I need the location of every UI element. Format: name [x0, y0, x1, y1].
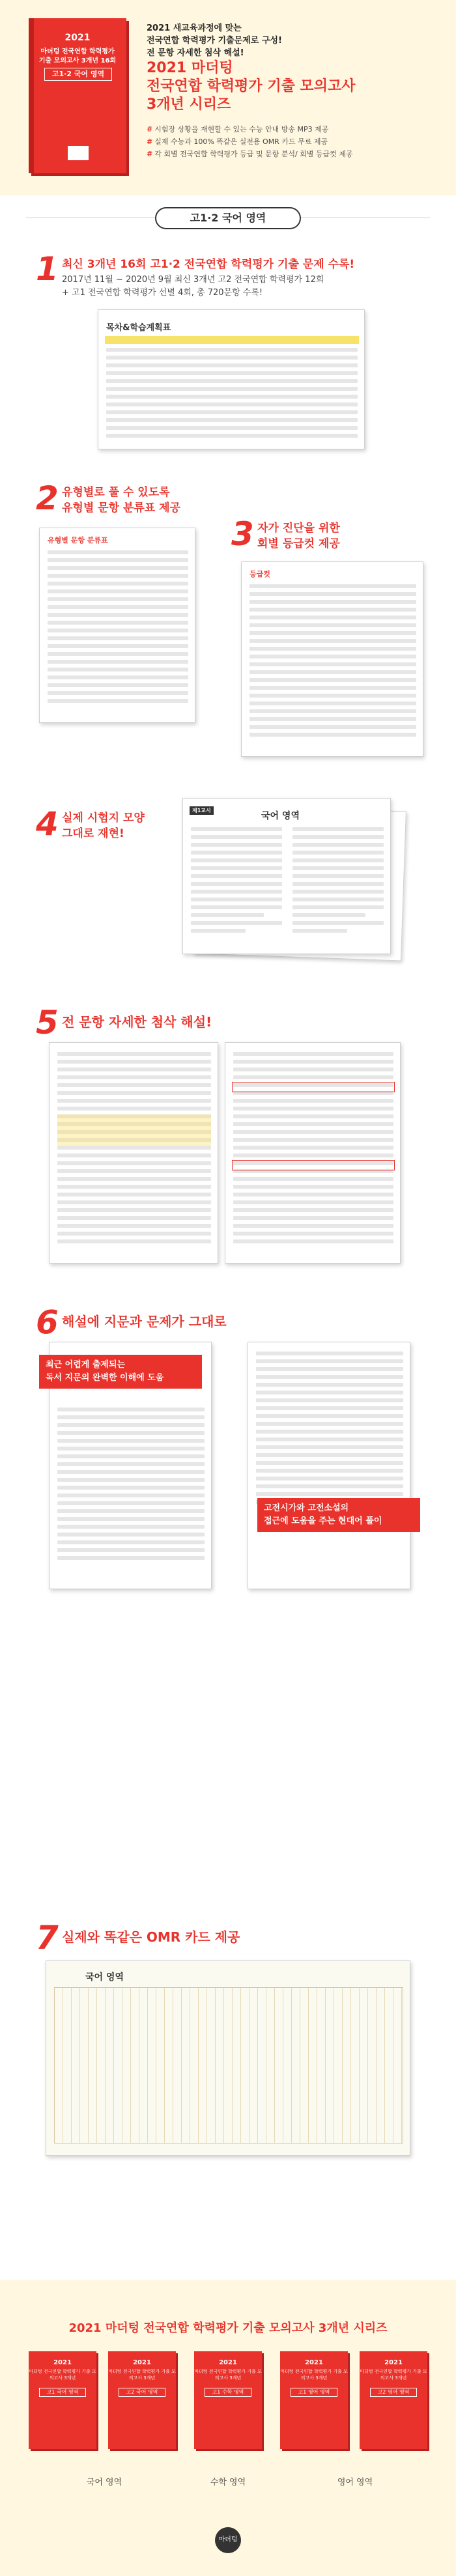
- section-desc: + 고1 전국연합 학력평가 선별 4회, 총 720문항 수록!: [62, 288, 263, 298]
- type-classification-sample: [39, 528, 195, 723]
- section-number: 4: [36, 805, 59, 843]
- hero-title: 3개년 시리즈: [147, 96, 231, 113]
- section-desc: 2017년 11월 ~ 2020년 9월 최신 3개년 고2 전국연합 학력평가 12회: [62, 275, 324, 285]
- series-book: 2021 마더텅 전국연합 학력평가 기출 모의고사 3개년 고2 국어 영역: [108, 2351, 176, 2449]
- answer-highlight: [232, 1082, 395, 1092]
- passage-lines: [191, 827, 282, 937]
- callout-line: 고전시가와 고전소설의: [264, 1503, 349, 1513]
- grade-cut-sample: [241, 561, 423, 757]
- section-number: 1: [36, 250, 59, 288]
- section-title: 유형별로 풀 수 있도록: [62, 486, 170, 499]
- omr-grid: [54, 1987, 403, 2144]
- series-book: 2021 마더텅 전국연합 학력평가 기출 모의고사 3개년 고1 수학 영역: [194, 2351, 262, 2449]
- series-book: 2021 마더텅 전국연합 학력평가 기출 모의고사 3개년 고1 영어 영역: [280, 2351, 348, 2449]
- bullet-icon: #: [147, 125, 153, 134]
- section-number: 5: [36, 1004, 59, 1041]
- book-title-line2: 기출 모의고사 3개년 16회: [38, 57, 117, 64]
- hero-bullet: # 각 회별 전국연합 학력평가 등급 및 문항 분석/ 회별 등급컷 제공: [147, 150, 353, 158]
- doc-header: 유형별 문항 분류표: [48, 536, 108, 545]
- section-title: 그대로 재현!: [62, 827, 124, 840]
- section-title: 실제 시험지 모양: [62, 812, 145, 825]
- callout-line: 독서 지문의 완벽한 이해에 도움: [46, 1373, 164, 1383]
- explanation-page-right: [225, 1042, 401, 1264]
- section-title: 자가 진단을 위한: [257, 522, 340, 535]
- doc-header: 목차&학습계획표: [106, 323, 171, 333]
- exam-badge: 제1교시: [190, 806, 214, 815]
- book-cover: [29, 18, 126, 173]
- section-title: 회별 등급컷 제공: [257, 537, 340, 550]
- series-book: 2021 마더텅 전국연합 학력평가 기출 모의고사 3개년 고1 국어 영역: [29, 2351, 96, 2449]
- highlight-box: [57, 1114, 211, 1146]
- book-label-box: [68, 146, 89, 160]
- callout-classics: [257, 1498, 420, 1532]
- hero-text: [147, 22, 440, 160]
- hero-title: 전국연합 학력평가 기출 모의고사: [147, 78, 356, 94]
- book-title-line1: 마더텅 전국연합 학력평가: [40, 48, 115, 55]
- brand-logo: 마더텅: [215, 2527, 241, 2553]
- hero-bullet: # 실제 수능과 100% 똑같은 실전용 OMR 카드 무료 제공: [147, 137, 328, 146]
- category-header: [0, 195, 456, 241]
- book-year: 2021: [64, 33, 91, 43]
- classic-literature-sample: [248, 1342, 410, 1589]
- section-number: 7: [36, 1919, 59, 1957]
- hero-line: 전국연합 학력평가 기출문제로 구성!: [147, 36, 282, 46]
- bullet-icon: #: [147, 137, 153, 146]
- section-number: 3: [231, 515, 254, 553]
- series-section: [0, 2280, 456, 2576]
- series-caption: 국어 영역: [86, 2478, 122, 2487]
- book-subject: 고1·2 국어 영역: [44, 68, 112, 81]
- category-chip: 고1·2 국어 영역: [155, 207, 301, 229]
- passage-lines: [57, 1408, 205, 1564]
- callout-line: 접근에 도움을 주는 현대어 풀이: [264, 1516, 382, 1526]
- callout-line: 최근 어렵게 출제되는: [46, 1360, 126, 1370]
- explanation-lines: [57, 1052, 211, 1247]
- answer-highlight: [232, 1160, 395, 1170]
- series-book: 2021 마더텅 전국연합 학력평가 기출 모의고사 3개년 고2 영어 영역: [360, 2351, 427, 2449]
- hero-bullets: [147, 123, 440, 160]
- section-title: 유형별 문항 분류표 제공: [62, 502, 180, 515]
- toc-study-plan-sample: [98, 309, 365, 449]
- table-rows: [106, 348, 358, 442]
- section-title: 실제와 똑같은 OMR 카드 제공: [62, 1929, 240, 1945]
- doc-header: 국어 영역: [85, 1972, 124, 1983]
- hero-line: 전 문항 자세한 첨삭 해설!: [147, 48, 244, 58]
- series-caption: 수학 영역: [210, 2478, 246, 2487]
- exam-paper-sample: [182, 798, 391, 954]
- passage-lines: [256, 1352, 403, 1508]
- bullet-icon: #: [147, 150, 153, 158]
- doc-header: 등급컷: [249, 570, 270, 578]
- hero-title: 2021 마더텅: [147, 60, 233, 76]
- question-lines: [292, 827, 384, 937]
- series-caption: 영어 영역: [337, 2478, 373, 2487]
- section-title: 전 문항 자세한 첨삭 해설!: [62, 1014, 212, 1030]
- hero-banner: [0, 0, 456, 195]
- explanation-page-left: [49, 1042, 218, 1264]
- section-title: 해설에 지문과 문제가 그대로: [62, 1314, 227, 1329]
- table-header-row: [105, 336, 359, 344]
- table-rows: [249, 584, 416, 741]
- omr-card-sample: [46, 1960, 410, 2156]
- series-title: 2021 마더텅 전국연합 학력평가 기출 모의고사 3개년 시리즈: [68, 2321, 388, 2335]
- section-title: 최신 3개년 16회 고1·2 전국연합 학력평가 기출 문제 수록!: [62, 258, 355, 271]
- table-rows: [48, 550, 188, 707]
- callout-reading: [39, 1355, 202, 1389]
- doc-header: 국어 영역: [261, 811, 300, 821]
- hero-line: 2021 새교육과정에 맞는: [147, 23, 242, 33]
- section-number: 2: [36, 479, 59, 517]
- section-number: 6: [36, 1303, 59, 1341]
- hero-bullet: # 시험장 상황을 재현할 수 있는 수능 안내 방송 MP3 제공: [147, 125, 329, 134]
- explanation-lines: [233, 1052, 393, 1247]
